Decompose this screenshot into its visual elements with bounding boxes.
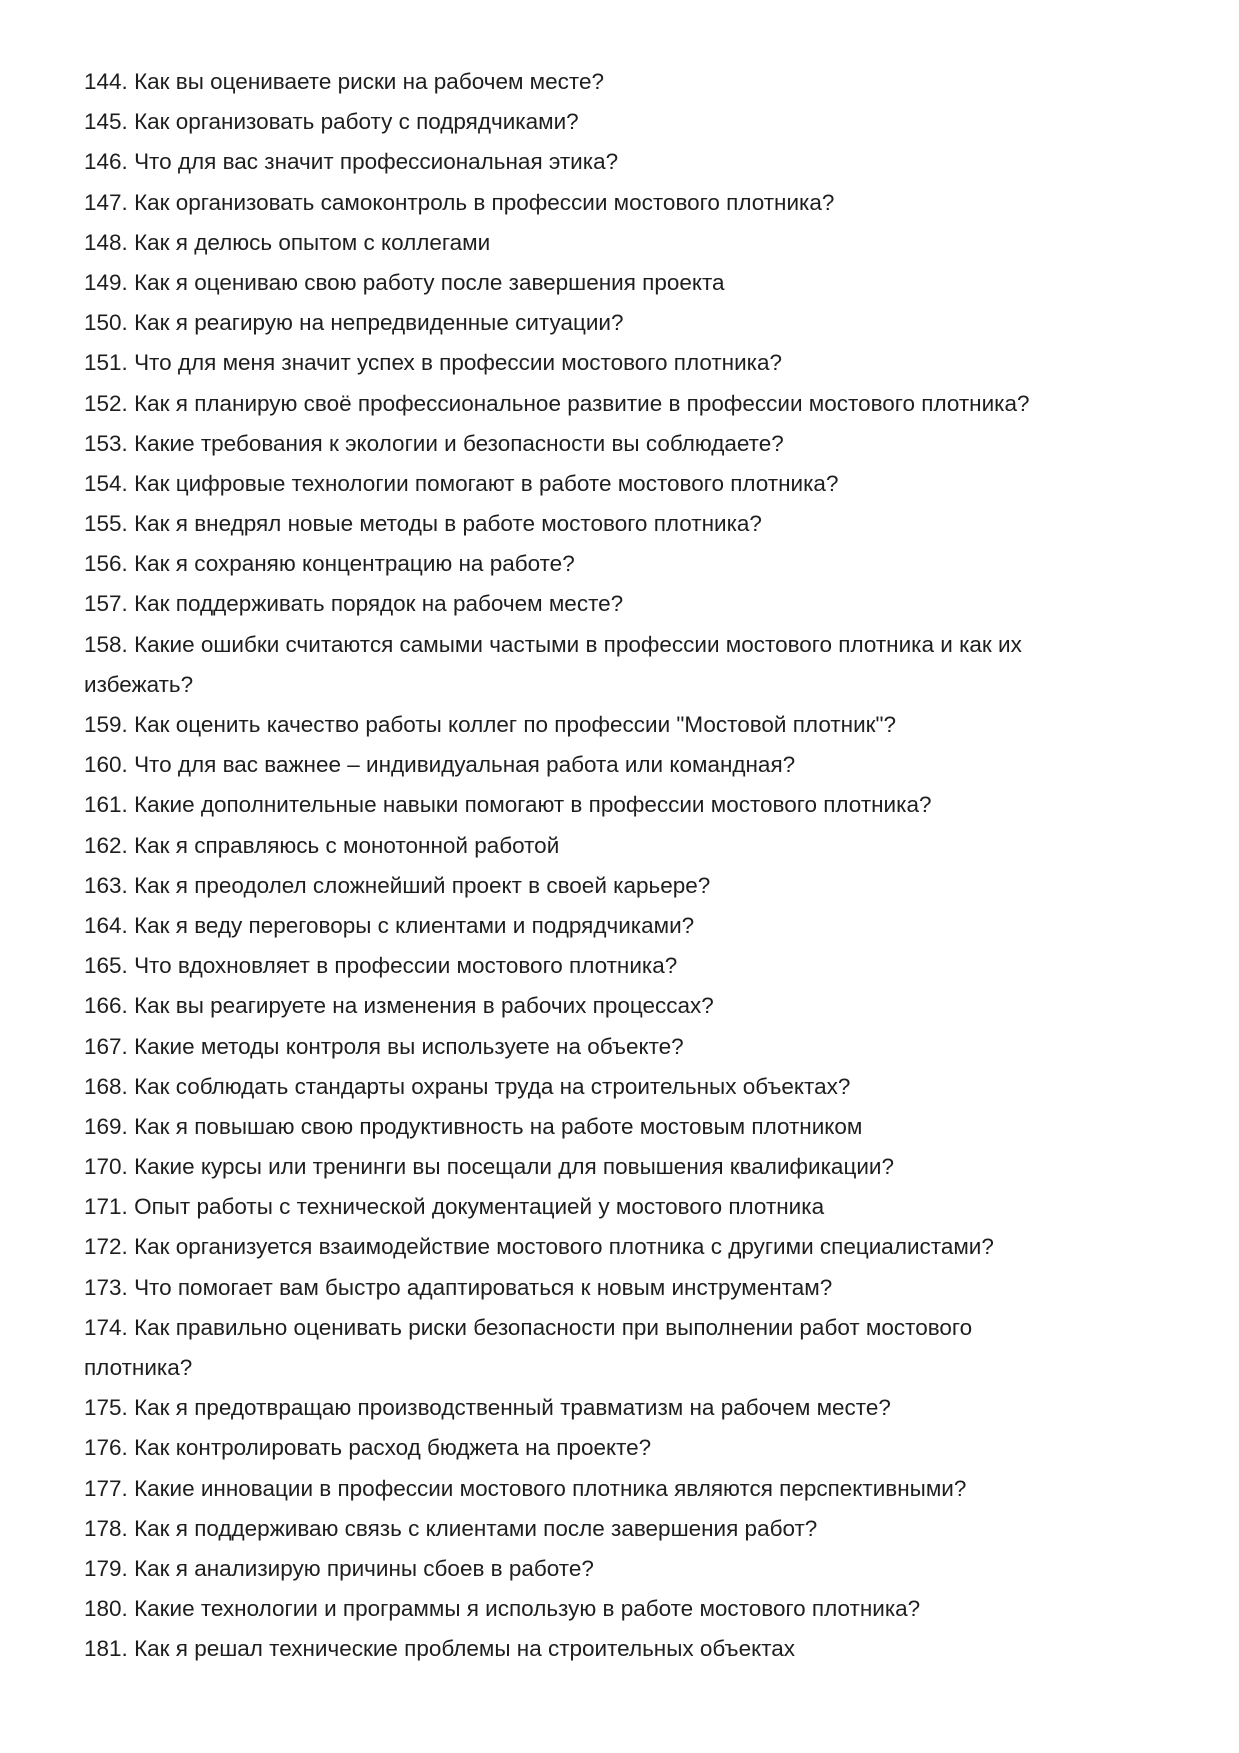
list-item (84, 1187, 1184, 1227)
list-item (84, 223, 1184, 263)
list-item (84, 303, 1184, 343)
item-text: Как оценить качество работы коллег по профессии "Мостовой плотник"? (134, 712, 896, 737)
list-item (84, 946, 1184, 986)
item-number: 148. (84, 229, 128, 255)
item-number: 168. (84, 1073, 128, 1099)
item-text: Что для меня значит успех в профессии мостового плотника? (134, 350, 783, 376)
item-text: Как соблюдать стандарты охраны труда на строительных объектах? (134, 1073, 851, 1099)
list-item (84, 1388, 1184, 1428)
item-text: Как я предотвращаю производственный травматизм на рабочем месте? (134, 1395, 891, 1421)
item-text: Как я делюсь опытом с коллегами (134, 229, 491, 255)
list-item (84, 1107, 1184, 1147)
list-item (84, 1147, 1184, 1187)
list-item (84, 1469, 1184, 1509)
list-item (84, 1589, 1184, 1629)
list-item (84, 504, 1184, 544)
item-number: 163. (84, 872, 128, 898)
item-text: Как организовать работу с подрядчиками? (134, 109, 579, 135)
item-number: 147. (84, 189, 128, 215)
list-item (84, 343, 1184, 383)
item-number: 149. (84, 269, 128, 295)
item-text: Как я повышаю свою продуктивность на работе мостовым плотником (134, 1113, 863, 1139)
item-number: 162. (84, 832, 128, 858)
item-number: 180. (84, 1596, 128, 1622)
item-text: Что для вас значит профессиональная этика? (134, 149, 619, 175)
item-text: Как я внедрял новые методы в работе мостового плотника? (134, 511, 762, 537)
item-text: Как я поддерживаю связь с клиентами после завершения работ? (134, 1515, 818, 1541)
item-text: Опыт работы с технической документацией у мостового плотника (134, 1194, 825, 1220)
item-number: 144. (84, 69, 128, 94)
item-text: Как я анализирую причины сбоев в работе? (134, 1555, 594, 1581)
item-number: 150. (84, 310, 128, 336)
list-item (84, 785, 1184, 825)
item-number: 160. (84, 752, 128, 778)
item-number: 181. (84, 1636, 128, 1662)
item-number: 152. (84, 390, 128, 416)
item-text: Что вдохновляет в профессии мостового плотника? (134, 953, 678, 979)
item-number: 155. (84, 511, 128, 537)
item-text: Какие требования к экологии и безопасности вы соблюдаете? (134, 430, 784, 456)
item-number: 169. (84, 1113, 128, 1139)
item-text: Как я планирую своё профессиональное развитие в профессии мостового плотника? (134, 390, 1030, 416)
item-number: 176. (84, 1435, 128, 1461)
item-number: 171. (84, 1194, 128, 1220)
item-number: 166. (84, 993, 128, 1019)
list-item (84, 424, 1184, 464)
list-item (84, 464, 1184, 504)
list-item (84, 1067, 1184, 1107)
list-item (84, 62, 1184, 102)
item-text: Как организуется взаимодействие мостового плотника с другими специалистами? (134, 1234, 994, 1260)
item-number: 158. (84, 631, 128, 657)
list-item (84, 1549, 1184, 1589)
item-number: 167. (84, 1033, 128, 1059)
list-item (84, 625, 1184, 665)
item-number: 179. (84, 1555, 128, 1581)
item-number: 177. (84, 1475, 128, 1501)
item-text: Как я веду переговоры с клиентами и подрядчиками? (134, 912, 695, 938)
list-item (84, 1268, 1184, 1308)
item-number: 175. (84, 1395, 128, 1421)
list-item (84, 263, 1184, 303)
question-list (84, 62, 1184, 1670)
item-number: 157. (84, 591, 128, 617)
list-item (84, 745, 1184, 785)
item-number: 159. (84, 712, 128, 737)
item-text-continuation: плотника? (84, 1355, 193, 1380)
item-number: 154. (84, 470, 128, 496)
item-text: Как я сохраняю концентрацию на работе? (134, 551, 575, 577)
item-text: Что для вас важнее – индивидуальная работа или командная? (134, 752, 796, 778)
item-number: 170. (84, 1154, 128, 1180)
list-item (84, 384, 1184, 424)
item-number: 172. (84, 1234, 128, 1260)
item-number: 156. (84, 551, 128, 577)
list-item (84, 183, 1184, 223)
list-item (84, 1509, 1184, 1549)
list-item (84, 826, 1184, 866)
item-text: Как контролировать расход бюджета на проекте? (134, 1435, 652, 1461)
item-text: Что помогает вам быстро адаптироваться к новым инструментам? (134, 1274, 833, 1300)
item-text: Как я оцениваю свою работу после завершения проекта (134, 269, 725, 295)
item-text: Как поддерживать порядок на рабочем месте? (134, 591, 624, 617)
item-text: Как организовать самоконтроль в профессии мостового плотника? (134, 189, 835, 215)
item-number: 173. (84, 1274, 128, 1300)
item-text: Какие ошибки считаются самыми частыми в профессии мостового плотника и как их (134, 631, 1022, 657)
list-item (84, 866, 1184, 906)
item-number: 164. (84, 912, 128, 938)
item-text: Какие курсы или тренинги вы посещали для повышения квалификации? (134, 1154, 894, 1180)
item-text: Как вы реагируете на изменения в рабочих процессах? (134, 993, 714, 1019)
item-text-continuation: избежать? (84, 671, 194, 697)
item-number: 165. (84, 953, 128, 979)
item-text: Какие дополнительные навыки помогают в профессии мостового плотника? (134, 792, 932, 818)
list-item (84, 1027, 1184, 1067)
item-text: Как правильно оценивать риски безопасности при выполнении работ мостового (134, 1314, 973, 1340)
item-text: Какие инновации в профессии мостового плотника являются перспективными? (134, 1475, 967, 1501)
item-number: 146. (84, 149, 128, 175)
item-number: 151. (84, 350, 128, 376)
item-text: Как цифровые технологии помогают в работе мостового плотника? (134, 470, 839, 496)
list-item (84, 102, 1184, 142)
item-number: 161. (84, 792, 128, 818)
list-item (84, 1308, 1184, 1348)
item-text: Как вы оцениваете риски на рабочем месте? (134, 69, 604, 94)
list-item (84, 1227, 1184, 1267)
list-item (84, 142, 1184, 182)
item-number: 145. (84, 109, 128, 135)
item-text: Какие методы контроля вы используете на объекте? (134, 1033, 684, 1059)
item-number: 153. (84, 430, 128, 456)
list-item (84, 1428, 1184, 1468)
list-item (84, 986, 1184, 1026)
item-text: Как я справляюсь с монотонной работой (134, 832, 560, 858)
item-text: Как я преодолел сложнейший проект в своей карьере? (134, 872, 711, 898)
item-number: 178. (84, 1515, 128, 1541)
item-text: Как я решал технические проблемы на строительных объектах (134, 1636, 796, 1662)
list-item (84, 906, 1184, 946)
list-item (84, 584, 1184, 624)
list-item (84, 544, 1184, 584)
item-text: Какие технологии и программы я использую в работе мостового плотника? (134, 1596, 921, 1622)
item-number: 174. (84, 1314, 128, 1340)
list-item (84, 1629, 1184, 1669)
list-item (84, 705, 1184, 745)
item-text: Как я реагирую на непредвиденные ситуации? (134, 310, 624, 336)
